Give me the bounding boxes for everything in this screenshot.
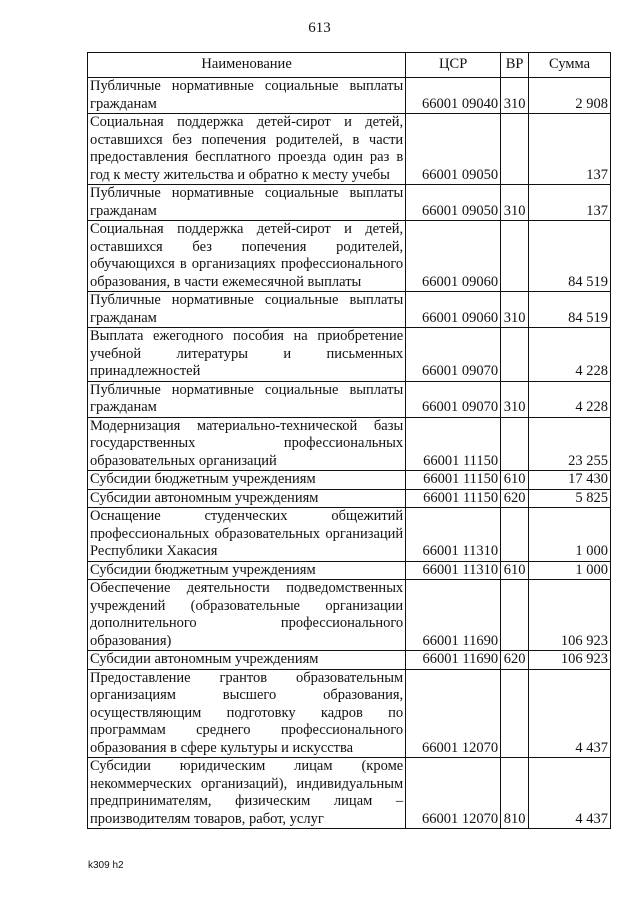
cell-name: Социальная поддержка детей-сирот и детей, оставшихся без попечения родителей, в части предоставления бесплатного проезда один раз в год к месту жительства и обратно к месту учебы <box>88 114 406 185</box>
table-body <box>88 78 611 829</box>
cell-sum: 84 519 <box>529 292 611 328</box>
cell-vr <box>501 417 529 471</box>
cell-sum: 17 430 <box>529 471 611 490</box>
cell-name: Субсидии юридическим лицам (кроме некоммерческих организаций), индивидуальным предпринимателям, физическим лицам – производителям товаров, работ, услуг <box>88 758 406 829</box>
cell-name: Оснащение студенческих общежитий профессиональных образовательных организаций Республики Хакасия <box>88 508 406 562</box>
cell-vr: 610 <box>501 471 529 490</box>
cell-csr: 66001 09050 <box>406 185 501 221</box>
cell-csr: 66001 11690 <box>406 651 501 670</box>
cell-csr: 66001 09040 <box>406 78 501 114</box>
cell-name: Субсидии автономным учреждениям <box>88 489 406 508</box>
cell-csr: 66001 09070 <box>406 381 501 417</box>
table-row <box>88 292 611 328</box>
table-row <box>88 221 611 292</box>
table-row <box>88 489 611 508</box>
cell-sum: 137 <box>529 114 611 185</box>
cell-name: Субсидии бюджетным учреждениям <box>88 471 406 490</box>
cell-csr: 66001 09050 <box>406 114 501 185</box>
cell-csr: 66001 11690 <box>406 580 501 651</box>
cell-name: Субсидии автономным учреждениям <box>88 651 406 670</box>
cell-sum: 1 000 <box>529 561 611 580</box>
cell-sum: 23 255 <box>529 417 611 471</box>
cell-vr <box>501 580 529 651</box>
cell-name: Субсидии бюджетным учреждениям <box>88 561 406 580</box>
cell-sum: 4 228 <box>529 328 611 382</box>
table-row <box>88 471 611 490</box>
cell-name: Выплата ежегодного пособия на приобретение учебной литературы и письменных принадлежностей <box>88 328 406 382</box>
cell-sum: 1 000 <box>529 508 611 562</box>
cell-vr: 620 <box>501 651 529 670</box>
table-header-row <box>88 53 611 78</box>
cell-sum: 4 228 <box>529 381 611 417</box>
cell-vr: 620 <box>501 489 529 508</box>
table-row <box>88 185 611 221</box>
cell-name: Публичные нормативные социальные выплаты гражданам <box>88 78 406 114</box>
cell-sum: 2 908 <box>529 78 611 114</box>
page-number: 613 <box>308 20 331 36</box>
cell-vr <box>501 221 529 292</box>
table-row <box>88 580 611 651</box>
cell-sum: 4 437 <box>529 758 611 829</box>
cell-name: Социальная поддержка детей-сирот и детей, оставшихся без попечения родителей, обучающихся в организациях профессионального образования, в части ежемесячной выплаты <box>88 221 406 292</box>
cell-vr: 310 <box>501 78 529 114</box>
cell-vr <box>501 328 529 382</box>
table-row <box>88 417 611 471</box>
cell-name: Модернизация материально-технической базы государственных профессиональных образовательных организаций <box>88 417 406 471</box>
cell-vr <box>501 114 529 185</box>
table-row <box>88 651 611 670</box>
budget-table <box>87 52 611 829</box>
cell-vr <box>501 508 529 562</box>
cell-vr: 610 <box>501 561 529 580</box>
table-row <box>88 561 611 580</box>
cell-csr: 66001 11310 <box>406 508 501 562</box>
table-row <box>88 508 611 562</box>
header-vr: ВР <box>501 53 529 78</box>
cell-vr: 310 <box>501 292 529 328</box>
cell-vr <box>501 669 529 758</box>
cell-csr: 66001 09070 <box>406 328 501 382</box>
cell-name: Предоставление грантов образовательным организациям высшего образования, осуществляющим подготовку кадров по программам среднего профессионального образования в сфере культуры и искусства <box>88 669 406 758</box>
table-row <box>88 328 611 382</box>
cell-vr: 310 <box>501 381 529 417</box>
cell-sum: 137 <box>529 185 611 221</box>
cell-csr: 66001 11150 <box>406 471 501 490</box>
cell-csr: 66001 11310 <box>406 561 501 580</box>
cell-csr: 66001 12070 <box>406 669 501 758</box>
footer-code: k309 h2 <box>88 860 124 871</box>
cell-sum: 106 923 <box>529 651 611 670</box>
cell-name: Обеспечение деятельности подведомственных учреждений (образовательные организации дополнительного профессионального образования) <box>88 580 406 651</box>
cell-name: Публичные нормативные социальные выплаты гражданам <box>88 292 406 328</box>
cell-vr: 310 <box>501 185 529 221</box>
header-sum: Сумма <box>529 53 611 78</box>
table-row <box>88 669 611 758</box>
cell-vr: 810 <box>501 758 529 829</box>
table-row <box>88 114 611 185</box>
cell-csr: 66001 09060 <box>406 221 501 292</box>
header-csr: ЦСР <box>406 53 501 78</box>
cell-csr: 66001 12070 <box>406 758 501 829</box>
table-row <box>88 78 611 114</box>
cell-sum: 84 519 <box>529 221 611 292</box>
table-row <box>88 381 611 417</box>
cell-sum: 106 923 <box>529 580 611 651</box>
cell-csr: 66001 11150 <box>406 489 501 508</box>
cell-sum: 4 437 <box>529 669 611 758</box>
cell-name: Публичные нормативные социальные выплаты гражданам <box>88 381 406 417</box>
header-name: Наименование <box>88 53 406 78</box>
cell-csr: 66001 11150 <box>406 417 501 471</box>
table-row <box>88 758 611 829</box>
cell-csr: 66001 09060 <box>406 292 501 328</box>
cell-name: Публичные нормативные социальные выплаты гражданам <box>88 185 406 221</box>
cell-sum: 5 825 <box>529 489 611 508</box>
